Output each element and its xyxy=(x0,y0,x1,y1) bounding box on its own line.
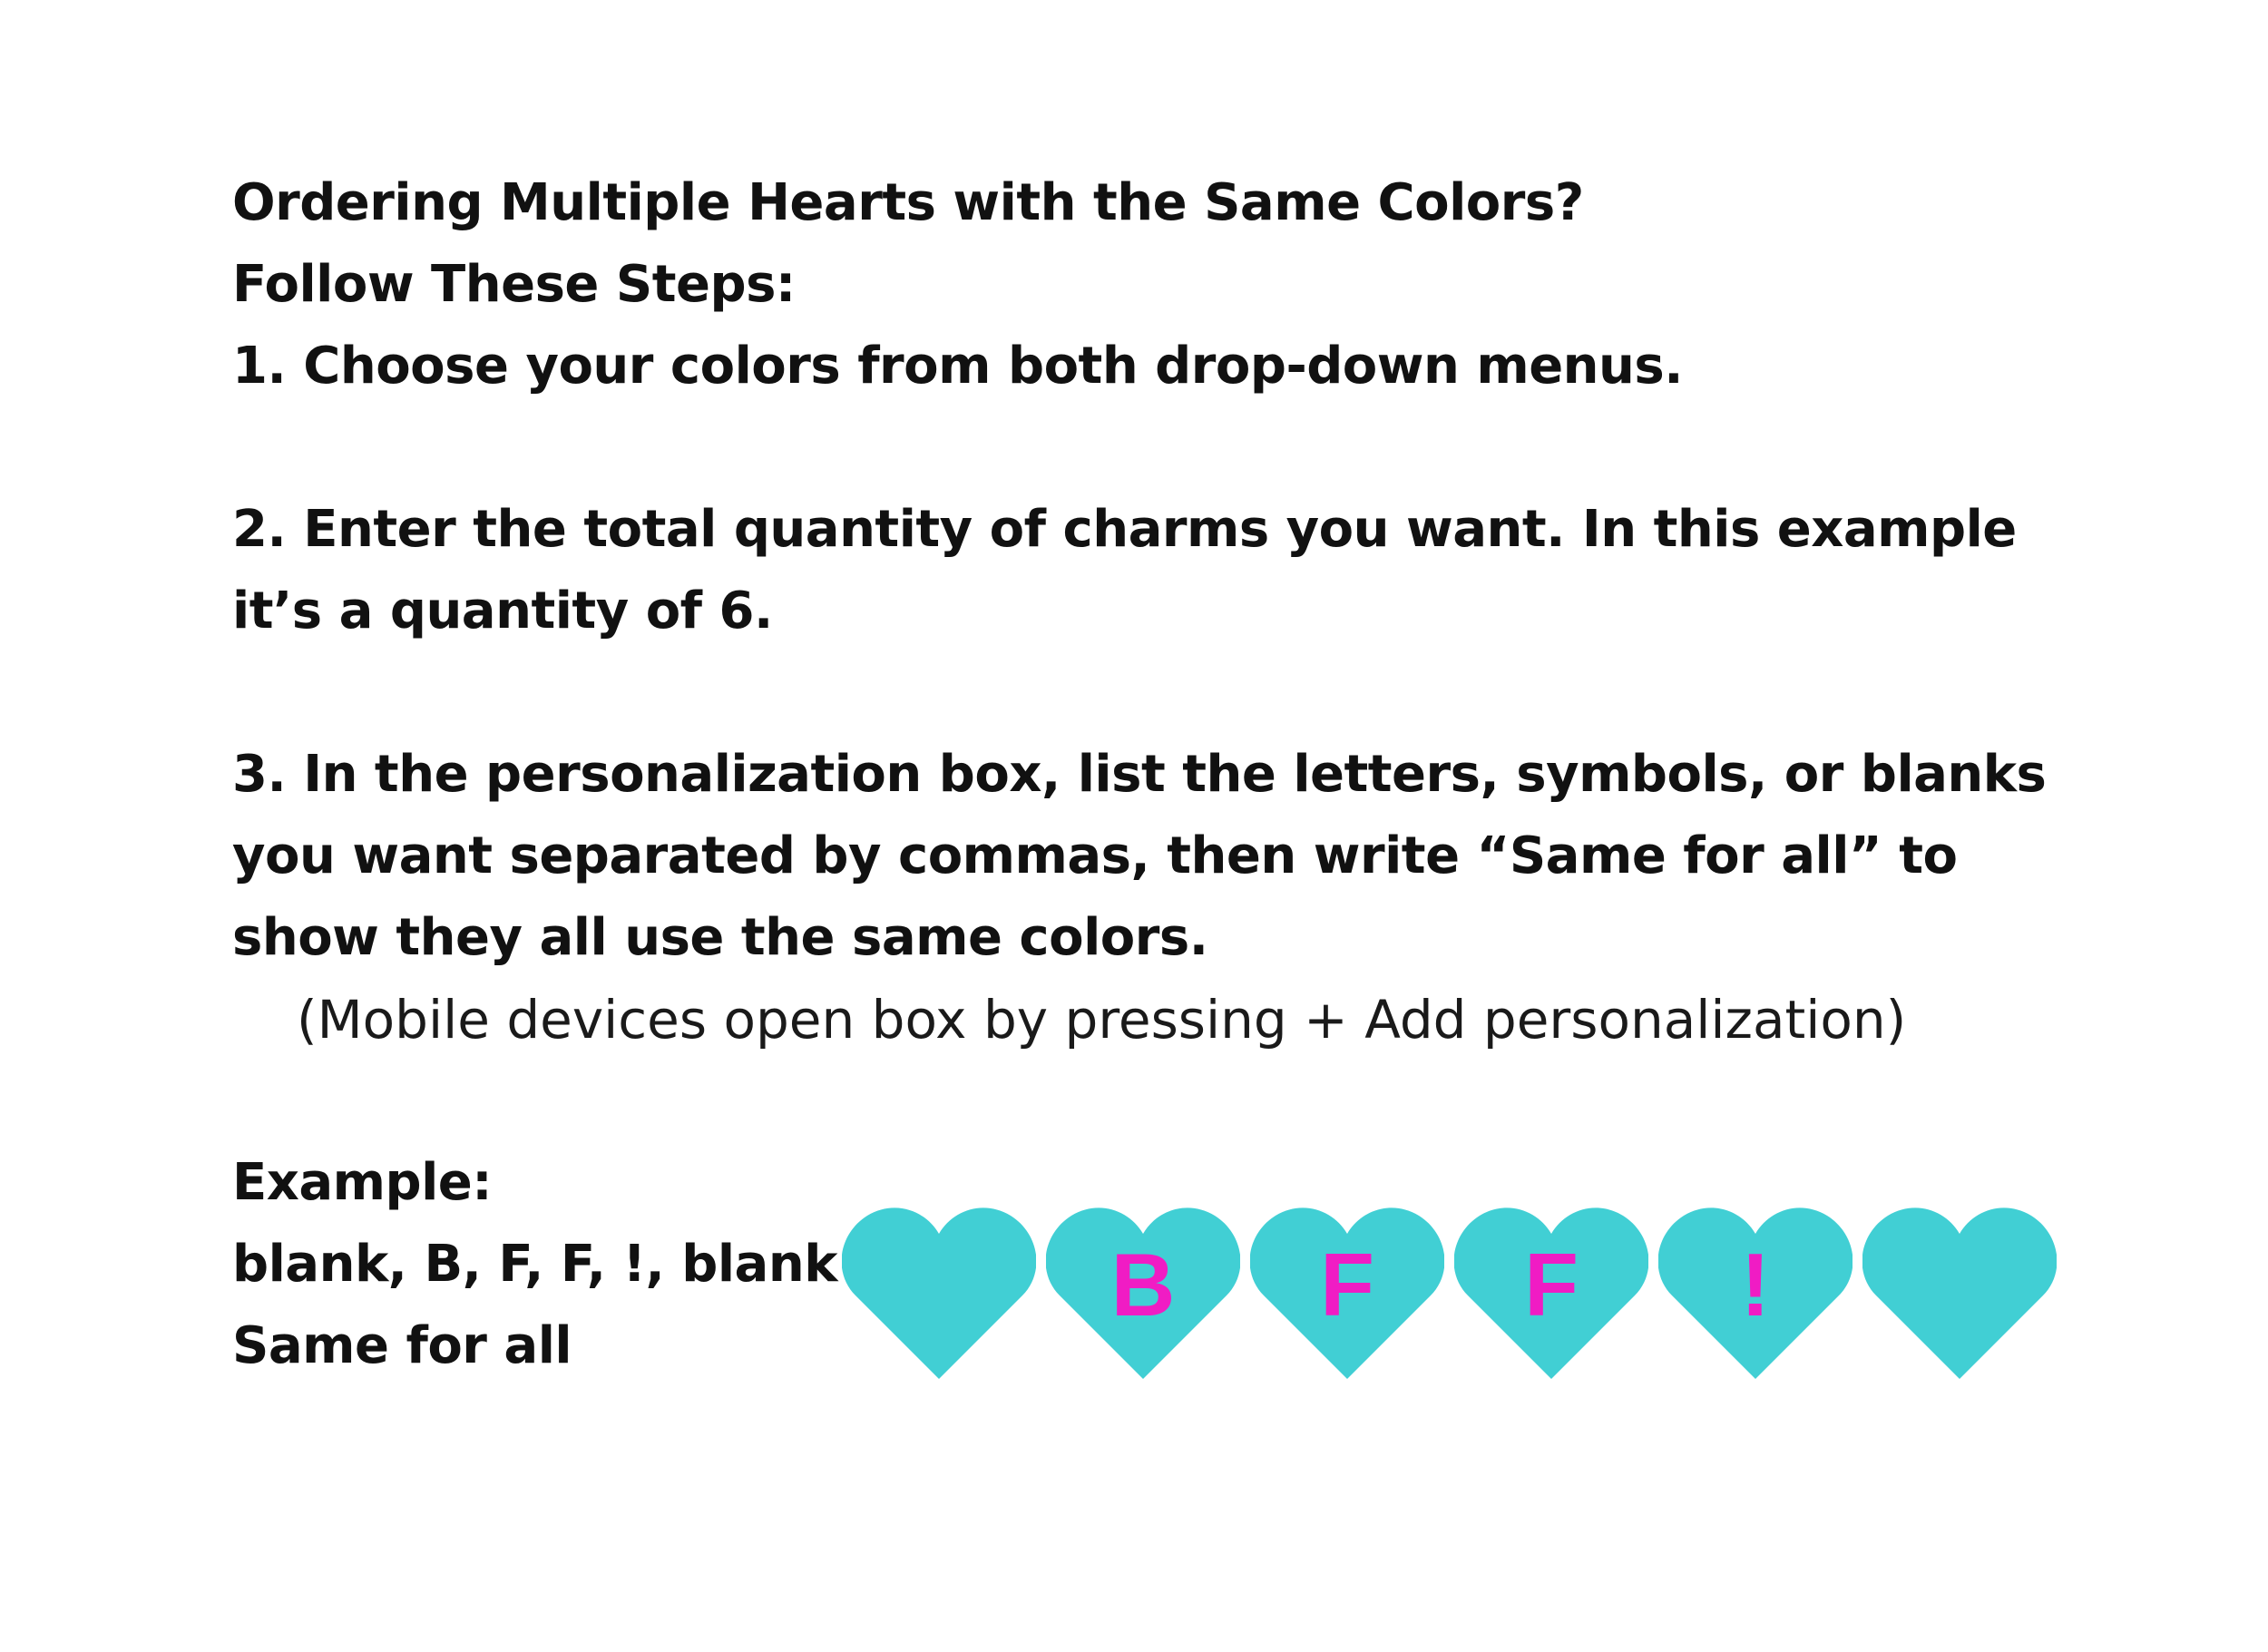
instruction-card xyxy=(232,0,2137,1652)
title-line-2: Follow These Steps: xyxy=(232,255,796,314)
heart-charm-letter: ! xyxy=(1740,1235,1771,1334)
heart-icon xyxy=(1862,1207,2057,1379)
heart-charm-6 xyxy=(1862,1207,2057,1379)
title-line-1: Ordering Multiple Hearts with the Same Colors? xyxy=(232,173,1584,232)
step-2-line-1: 2. Enter the total quantity of charms you want. In this example xyxy=(232,500,2017,559)
example-label: Example: xyxy=(232,1153,493,1212)
heart-charm-5 xyxy=(1658,1207,1853,1379)
heart-charm-4 xyxy=(1454,1207,1648,1379)
heart-charm-row xyxy=(842,1207,2067,1379)
example-entry: blank, B, F, F, !, blank xyxy=(232,1235,837,1294)
heart-charm-3 xyxy=(1250,1207,1444,1379)
step-1: 1. Choose your colors from both drop-down menus. xyxy=(232,337,1684,396)
heart-charm-1 xyxy=(842,1207,1036,1379)
heart-charm-letter: B xyxy=(1110,1235,1176,1334)
step-2-line-2: it’s a quantity of 6. xyxy=(232,582,773,640)
heart-charm-letter: F xyxy=(1320,1235,1374,1334)
example-same-note: Same for all xyxy=(232,1316,572,1375)
mobile-note: (Mobile devices open box by pressing + Add personalization) xyxy=(297,989,1907,1051)
step-3-line-2: you want separated by commas, then write “Same for all” to xyxy=(232,826,1958,885)
heart-charm-letter: F xyxy=(1524,1235,1579,1334)
heart-charm-2 xyxy=(1046,1207,1240,1379)
heart-icon xyxy=(842,1207,1036,1379)
step-3-line-1: 3. In the personalization box, list the letters, symbols, or blanks xyxy=(232,745,2047,804)
step-3-line-3: show they all use the same colors. xyxy=(232,908,1208,967)
